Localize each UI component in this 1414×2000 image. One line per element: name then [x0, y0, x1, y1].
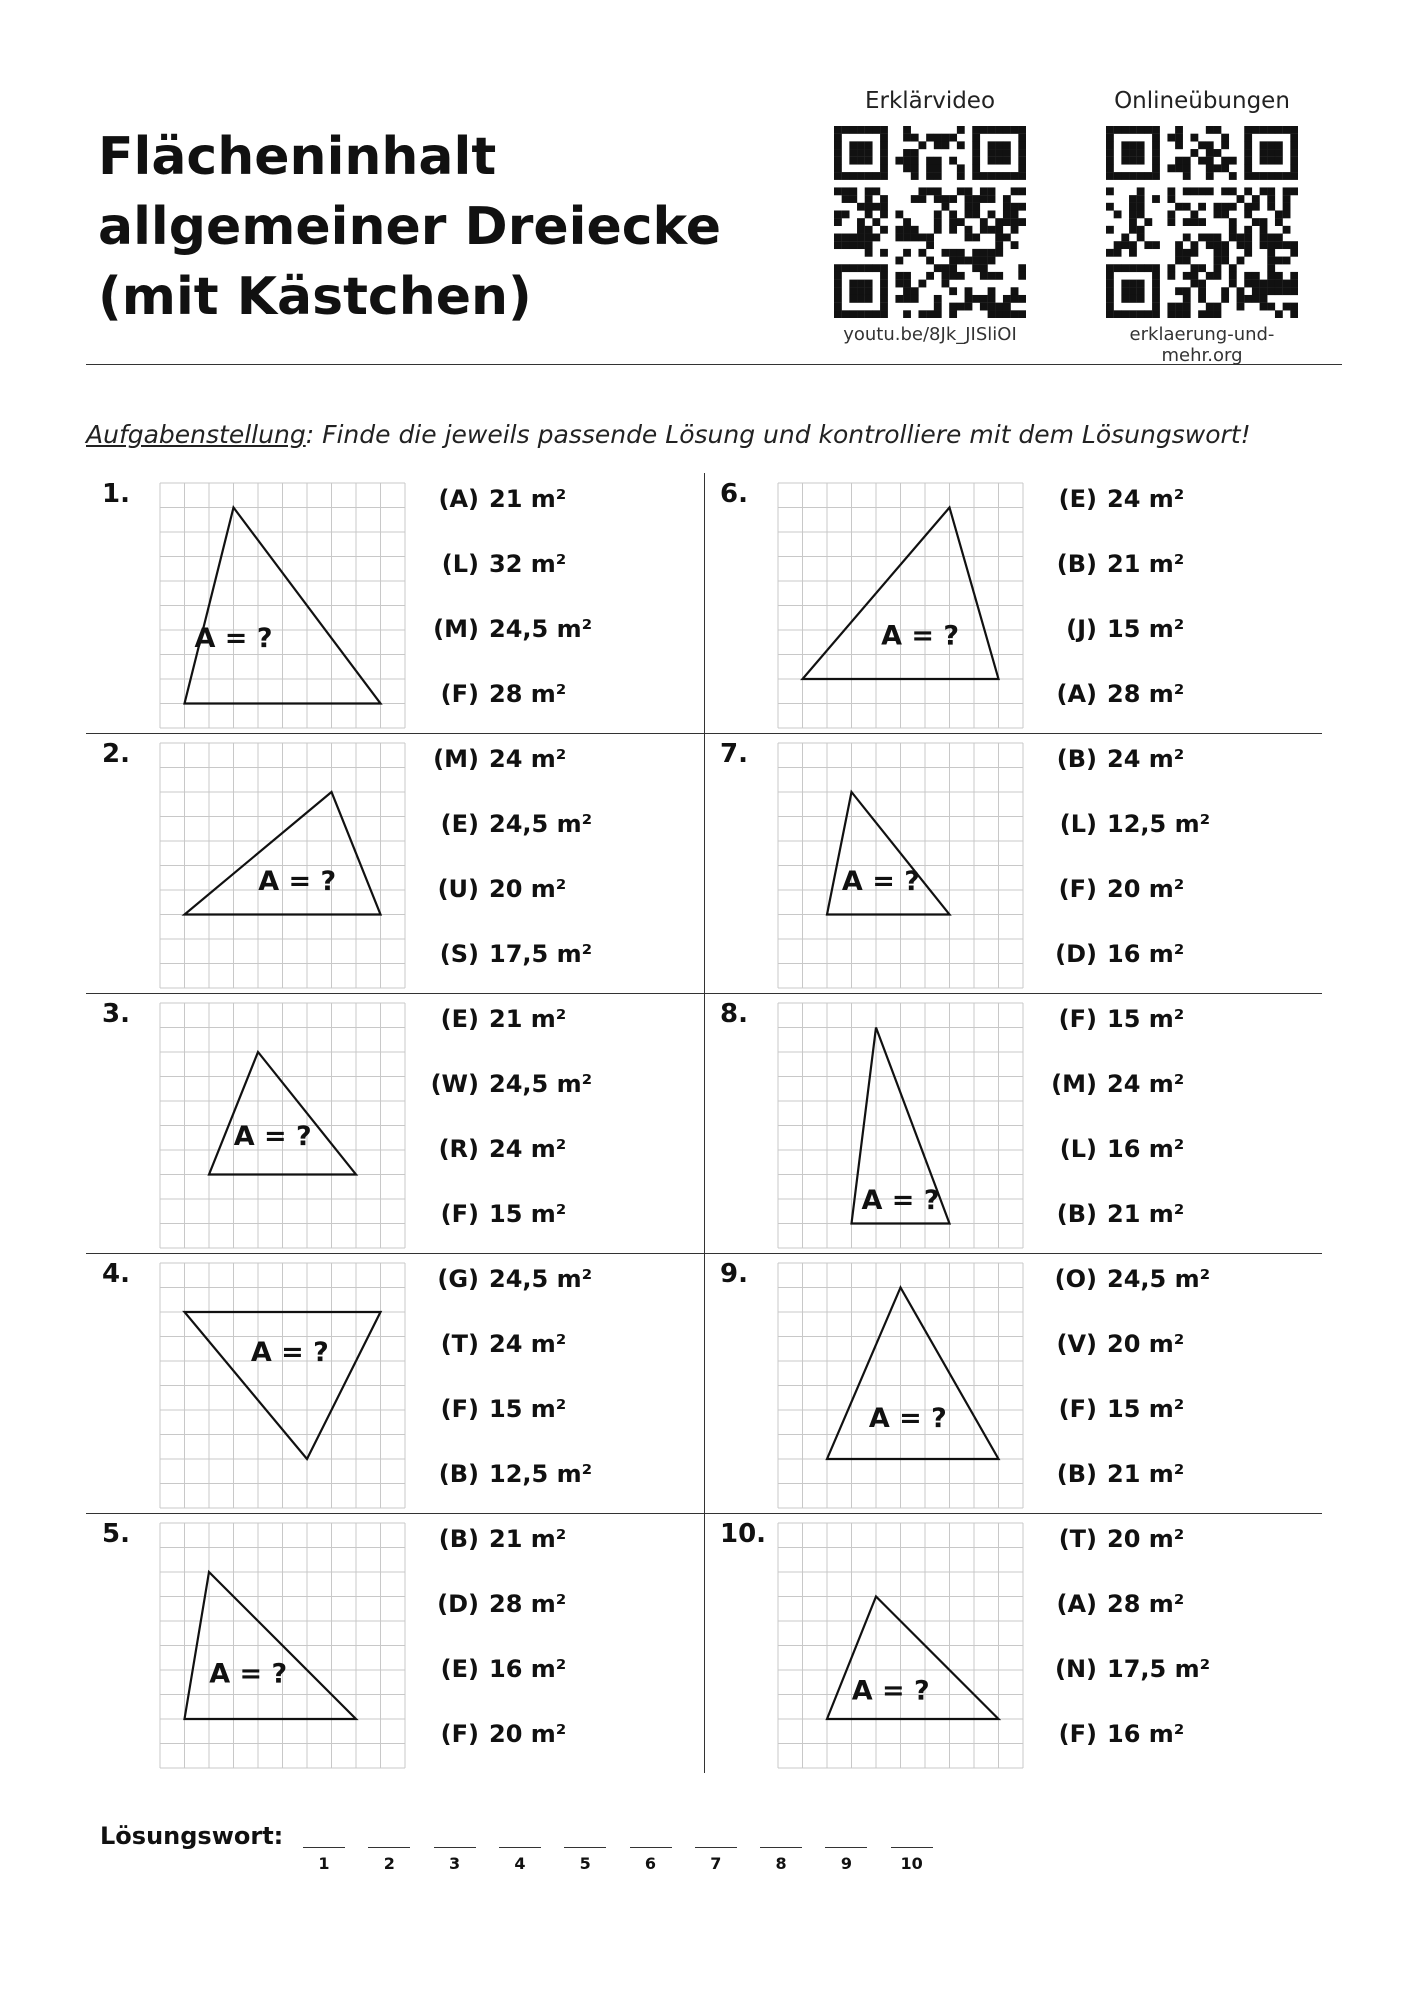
option-value: 24 m² — [489, 745, 567, 773]
answer-option[interactable] — [421, 940, 592, 968]
solution-slot[interactable] — [695, 1825, 737, 1873]
solution-slot[interactable] — [825, 1825, 867, 1873]
option-value: 24,5 m² — [489, 615, 593, 643]
option-value: 24 m² — [489, 1330, 567, 1358]
option-value: 24 m² — [489, 1135, 567, 1163]
option-letter: (A) — [438, 485, 479, 513]
triangle-area-label: A = ? — [861, 1184, 940, 1216]
answer-option[interactable] — [421, 550, 566, 578]
triangle-grid — [156, 479, 409, 732]
option-value: 16 m² — [489, 1655, 567, 1683]
option-letter: (J) — [1066, 615, 1097, 643]
solution-slot-number: 9 — [840, 1854, 852, 1873]
option-letter: (F) — [1058, 875, 1097, 903]
exercise-2 — [86, 733, 704, 993]
solution-blank[interactable] — [499, 1825, 541, 1848]
answer-option[interactable] — [1039, 810, 1210, 838]
answer-option[interactable] — [421, 1005, 566, 1033]
option-letter: (R) — [438, 1135, 479, 1163]
solution-slot-number: 6 — [644, 1854, 657, 1873]
exercise-grid — [86, 473, 1322, 1773]
option-letter: (W) — [430, 1070, 479, 1098]
option-value: 21 m² — [1107, 1200, 1185, 1228]
option-letter: (D) — [1055, 940, 1097, 968]
option-value: 24,5 m² — [489, 810, 593, 838]
answer-option[interactable] — [1039, 1200, 1184, 1228]
option-letter: (B) — [1056, 1460, 1097, 1488]
qr-caption: Erklärvideo — [864, 88, 996, 114]
task-label: Aufgabenstellung — [86, 420, 306, 449]
qr-block-exercises — [1092, 88, 1312, 366]
option-letter: (L) — [1059, 810, 1097, 838]
answer-option[interactable] — [421, 745, 566, 773]
triangle-area-label: A = ? — [258, 866, 337, 897]
answer-option[interactable] — [1039, 1135, 1184, 1163]
answer-option[interactable] — [1039, 485, 1184, 513]
exercise-number: 5. — [102, 1519, 130, 1549]
answer-option[interactable] — [421, 1395, 566, 1423]
qr-code-icon[interactable] — [834, 126, 1026, 318]
answer-option[interactable] — [1039, 1525, 1184, 1553]
worksheet-title — [98, 122, 738, 332]
option-value: 24,5 m² — [489, 1070, 593, 1098]
answer-option[interactable] — [421, 1460, 592, 1488]
option-value: 15 m² — [1107, 1395, 1185, 1423]
answer-option[interactable] — [1039, 1720, 1184, 1748]
option-letter: (D) — [437, 1590, 479, 1618]
solution-slot-number: 3 — [449, 1854, 461, 1873]
answer-option[interactable] — [421, 485, 566, 513]
answer-option[interactable] — [1039, 1330, 1184, 1358]
answer-option[interactable] — [421, 1720, 566, 1748]
option-value: 21 m² — [1107, 1460, 1185, 1488]
solution-blank[interactable] — [368, 1825, 410, 1848]
option-value: 28 m² — [489, 1590, 567, 1618]
option-letter: (A) — [1056, 680, 1097, 708]
option-value: 20 m² — [1107, 875, 1185, 903]
option-value: 12,5 m² — [489, 1460, 593, 1488]
option-letter: (F) — [1058, 1005, 1097, 1033]
option-letter: (B) — [1056, 1200, 1097, 1228]
answer-option[interactable] — [421, 1265, 592, 1293]
triangle-area-label: A = ? — [194, 623, 273, 655]
answer-option[interactable] — [421, 1590, 566, 1618]
exercise-number: 8. — [720, 999, 748, 1029]
qr-url[interactable]: erklaerung-und-mehr.org — [1129, 324, 1275, 366]
option-value: 21 m² — [489, 485, 567, 513]
triangle-area-label: A = ? — [233, 1121, 312, 1153]
option-value: 21 m² — [1107, 550, 1185, 578]
option-value: 20 m² — [1107, 1525, 1185, 1553]
answer-option[interactable] — [1039, 1265, 1210, 1293]
qr-block-video — [820, 88, 1040, 345]
exercise-4 — [86, 1253, 704, 1513]
answer-option[interactable] — [1039, 875, 1184, 903]
answer-option[interactable] — [421, 1135, 566, 1163]
option-value: 16 m² — [1107, 940, 1185, 968]
title-line: allgemeiner Dreiecke — [98, 197, 721, 257]
solution-blank[interactable] — [564, 1825, 606, 1848]
answer-option[interactable] — [1039, 940, 1184, 968]
option-value: 24,5 m² — [1107, 1265, 1211, 1293]
answer-option[interactable] — [1039, 680, 1184, 708]
option-letter: (M) — [433, 745, 479, 773]
option-letter: (F) — [440, 1200, 479, 1228]
exercise-7 — [704, 733, 1322, 993]
answer-option[interactable] — [421, 615, 592, 643]
solution-blank[interactable] — [891, 1825, 933, 1848]
task-text: : Finde die jeweils passende Lösung und kontrolliere mit dem Lösungswort! — [305, 420, 1251, 449]
triangle-grid — [156, 739, 409, 992]
option-letter: (U) — [437, 875, 479, 903]
option-value: 20 m² — [489, 875, 567, 903]
answer-option[interactable] — [421, 1330, 566, 1358]
solution-slot[interactable] — [630, 1825, 672, 1873]
option-value: 24,5 m² — [489, 1265, 593, 1293]
option-value: 24 m² — [1107, 485, 1185, 513]
answer-option[interactable] — [421, 680, 566, 708]
qr-code-icon[interactable] — [1106, 126, 1298, 318]
option-letter: (S) — [439, 940, 479, 968]
option-letter: (N) — [1054, 1655, 1097, 1683]
answer-option[interactable] — [1039, 1395, 1184, 1423]
option-letter: (E) — [440, 1655, 479, 1683]
solution-slot[interactable] — [303, 1825, 345, 1873]
option-value: 32 m² — [489, 550, 567, 578]
triangle-grid — [774, 479, 1027, 732]
option-letter: (M) — [1051, 1070, 1097, 1098]
exercise-3 — [86, 993, 704, 1253]
triangle-area-label: A = ? — [881, 620, 960, 652]
solution-blank[interactable] — [303, 1825, 345, 1848]
option-letter: (E) — [440, 810, 479, 838]
triangle-grid — [156, 999, 409, 1252]
option-value: 15 m² — [1107, 615, 1185, 643]
option-letter: (T) — [440, 1330, 479, 1358]
option-letter: (B) — [438, 1525, 479, 1553]
task-instruction — [86, 420, 1251, 449]
qr-url[interactable]: youtu.be/8Jk_JISliOI — [843, 324, 1017, 345]
answer-option[interactable] — [1039, 745, 1184, 773]
option-letter: (L) — [441, 550, 479, 578]
option-value: 15 m² — [489, 1395, 567, 1423]
solution-slot[interactable] — [760, 1825, 802, 1873]
exercise-number: 4. — [102, 1259, 130, 1289]
solution-blank[interactable] — [825, 1825, 867, 1848]
exercise-number: 6. — [720, 479, 748, 509]
option-value: 21 m² — [489, 1005, 567, 1033]
answer-option[interactable] — [421, 1655, 566, 1683]
answer-option[interactable] — [421, 875, 566, 903]
qr-caption: Onlineübungen — [1114, 88, 1290, 114]
triangle-grid — [774, 1259, 1027, 1512]
solution-slot[interactable] — [434, 1825, 476, 1873]
option-value: 15 m² — [1107, 1005, 1185, 1033]
solution-slot-number: 7 — [710, 1854, 722, 1873]
header-divider — [86, 364, 1342, 365]
exercise-5 — [86, 1513, 704, 1773]
exercise-8 — [704, 993, 1322, 1253]
solution-blank[interactable] — [760, 1825, 802, 1848]
option-letter: (F) — [440, 1720, 479, 1748]
solution-blank[interactable] — [630, 1825, 672, 1848]
exercise-number: 7. — [720, 739, 748, 769]
option-value: 21 m² — [489, 1525, 567, 1553]
exercise-10 — [704, 1513, 1322, 1773]
triangle-grid — [156, 1259, 409, 1512]
option-letter: (F) — [1058, 1395, 1097, 1423]
option-letter: (F) — [440, 1395, 479, 1423]
option-value: 16 m² — [1107, 1135, 1185, 1163]
option-letter: (B) — [1056, 550, 1097, 578]
option-value: 15 m² — [489, 1200, 567, 1228]
option-value: 16 m² — [1107, 1720, 1185, 1748]
answer-option[interactable] — [1039, 1590, 1184, 1618]
option-value: 17,5 m² — [489, 940, 593, 968]
option-value: 24 m² — [1107, 745, 1185, 773]
option-value: 17,5 m² — [1107, 1655, 1211, 1683]
solution-blank[interactable] — [434, 1825, 476, 1848]
solution-slot-number: 1 — [318, 1854, 330, 1873]
answer-option[interactable] — [421, 810, 592, 838]
title-line: (mit Kästchen) — [98, 267, 532, 327]
triangle-area-label: A = ? — [250, 1337, 329, 1368]
option-letter: (V) — [1056, 1330, 1097, 1358]
exercise-number: 2. — [102, 739, 130, 769]
option-letter: (T) — [1058, 1525, 1097, 1553]
triangle-grid — [774, 999, 1027, 1252]
solution-blank[interactable] — [695, 1825, 737, 1848]
option-letter: (F) — [1058, 1720, 1097, 1748]
option-letter: (O) — [1054, 1265, 1097, 1293]
answer-option[interactable] — [421, 1200, 566, 1228]
triangle-area-label: A = ? — [841, 866, 920, 897]
answer-option[interactable] — [1039, 1070, 1184, 1098]
triangle-area-label: A = ? — [209, 1658, 288, 1690]
exercise-number: 10. — [720, 1519, 767, 1549]
solution-slot-number: 2 — [383, 1854, 395, 1873]
solution-slot-number: 8 — [775, 1854, 787, 1873]
solution-slot[interactable] — [499, 1825, 541, 1873]
exercise-number: 1. — [102, 479, 130, 509]
option-letter: (B) — [1056, 745, 1097, 773]
option-letter: (L) — [1059, 1135, 1097, 1163]
exercise-6 — [704, 473, 1322, 733]
answer-option[interactable] — [1039, 1005, 1184, 1033]
answer-option[interactable] — [1039, 1655, 1210, 1683]
exercise-number: 3. — [102, 999, 130, 1029]
exercise-number: 9. — [720, 1259, 748, 1289]
option-letter: (G) — [437, 1265, 479, 1293]
option-value: 24 m² — [1107, 1070, 1185, 1098]
option-value: 28 m² — [1107, 1590, 1185, 1618]
exercise-9 — [704, 1253, 1322, 1513]
option-letter: (E) — [440, 1005, 479, 1033]
option-value: 20 m² — [1107, 1330, 1185, 1358]
option-letter: (A) — [1056, 1590, 1097, 1618]
answer-option[interactable] — [1039, 550, 1184, 578]
answer-option[interactable] — [1039, 1460, 1184, 1488]
answer-option[interactable] — [1039, 615, 1184, 643]
option-value: 20 m² — [489, 1720, 567, 1748]
triangle-grid — [156, 1519, 409, 1772]
option-letter: (B) — [438, 1460, 479, 1488]
answer-option[interactable] — [421, 1070, 592, 1098]
answer-option[interactable] — [421, 1525, 566, 1553]
solution-label: Lösungswort: — [100, 1822, 284, 1850]
exercise-1 — [86, 473, 704, 733]
solution-slot[interactable] — [368, 1825, 410, 1873]
title-line: Flächeninhalt — [98, 127, 497, 187]
solution-slot-number: 5 — [579, 1854, 591, 1873]
option-value: 12,5 m² — [1107, 810, 1211, 838]
solution-slot-number: 4 — [514, 1854, 526, 1873]
triangle-grid — [774, 1519, 1027, 1772]
option-letter: (F) — [440, 680, 479, 708]
solution-slot-number: 10 — [900, 1854, 923, 1873]
option-letter: (E) — [1058, 485, 1097, 513]
option-value: 28 m² — [1107, 680, 1185, 708]
triangle-grid — [774, 739, 1027, 992]
option-letter: (M) — [433, 615, 479, 643]
triangle-area-label: A = ? — [868, 1403, 947, 1435]
option-value: 28 m² — [489, 680, 567, 708]
solution-slot[interactable] — [891, 1825, 933, 1873]
triangle-area-label: A = ? — [851, 1675, 930, 1707]
solution-slot[interactable] — [564, 1825, 606, 1873]
